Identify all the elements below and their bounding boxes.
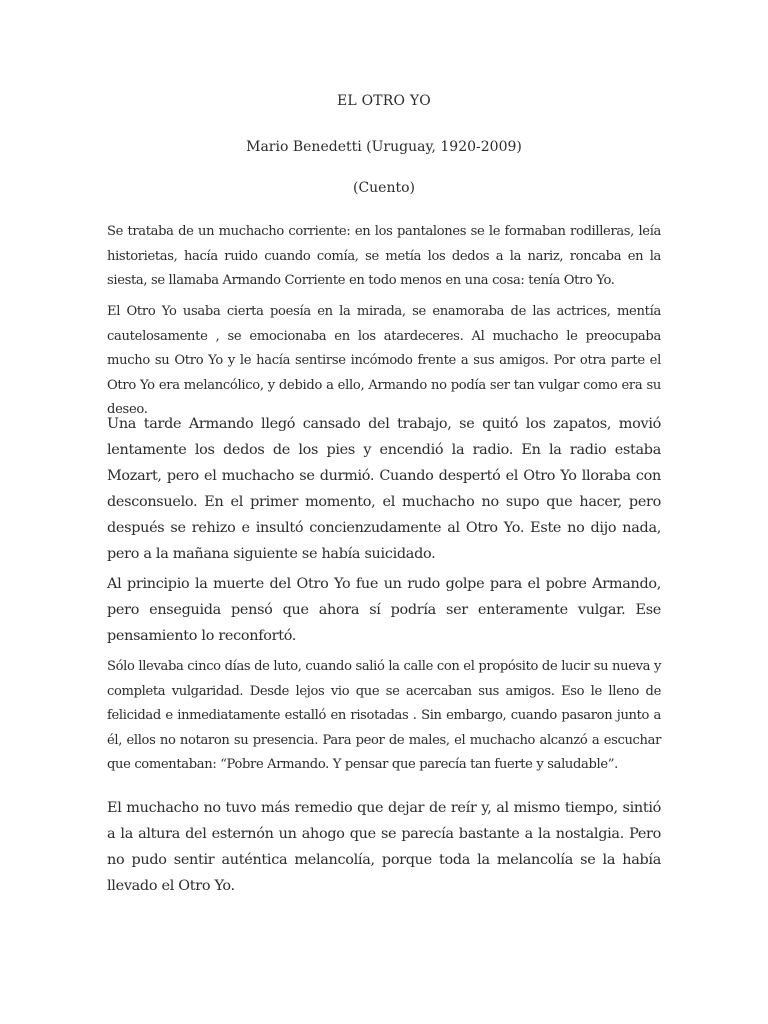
paragraph-3: Una tarde Armando llegó cansado del trabajo, se quitó los zapatos, movió lentamente los dedos de los pies y encendió la radio. En la radio estaba Mozart, pero el muchacho se durmió. Cuando despertó el Otro Yo lloraba con desconsuelo. En el primer momento, el muchacho no supo que hacer, pero después se rehizo e insultó concienzudamente al Otro Yo. Este no dijo nada, pero a la mañana siguiente se había suicidado. <box>107 416 661 562</box>
paragraph-2: El Otro Yo usaba cierta poesía en la mirada, se enamoraba de las actrices, mentía cautelosamente , se emocionaba en los atardeceres. Al muchacho le preocupaba mucho su Otro Yo y le hacía sentirse incómodo frente a sus amigos. Por otra parte el Otro Yo era melancólico, y debido a ello, Armando no podía ser tan vulgar como era su deseo. <box>107 304 661 417</box>
paragraph-4: Al principio la muerte del Otro Yo fue un rudo golpe para el pobre Armando, pero enseguida pensó que ahora sí podría ser enteramente vulgar. Ese pensamiento lo reconfortó. <box>107 576 661 644</box>
story-title: EL OTRO YO <box>337 93 431 109</box>
paragraph-5: Sólo llevaba cinco días de luto, cuando salió la calle con el propósito de lucir su nueva y completa vulgaridad. Desde lejos vio que se acercaban sus amigos. Eso le lleno de felicidad e inmediatamente estalló en risotadas . Sin embargo, cuando pasaron junto a él, ellos no notaron su presencia. Para peor de males, el muchacho alcanzó a escuchar que comentaban: “Pobre Armando. Y pensar que parecía tan fuerte y saludable”. <box>107 659 661 772</box>
genre-label: (Cuento) <box>352 180 415 196</box>
paragraph-1: Se trataba de un muchacho corriente: en los pantalones se le formaban rodilleras, leía historietas, hacía ruido cuando comía, se metía los dedos a la nariz, roncaba en la siesta, se llamaba Armando Corriente en todo menos en una cosa: tenía Otro Yo. <box>107 224 661 288</box>
author-line: Mario Benedetti (Uruguay, 1920-2009) <box>246 139 522 155</box>
paragraph-6: El muchacho no tuvo más remedio que dejar de reír y, al mismo tiempo, sintió a la altura del esternón un ahogo que se parecía bastante a la nostalgia. Pero no pudo sentir auténtica melancolía, porque toda la melancolía se la había llevado el Otro Yo. <box>107 800 661 894</box>
